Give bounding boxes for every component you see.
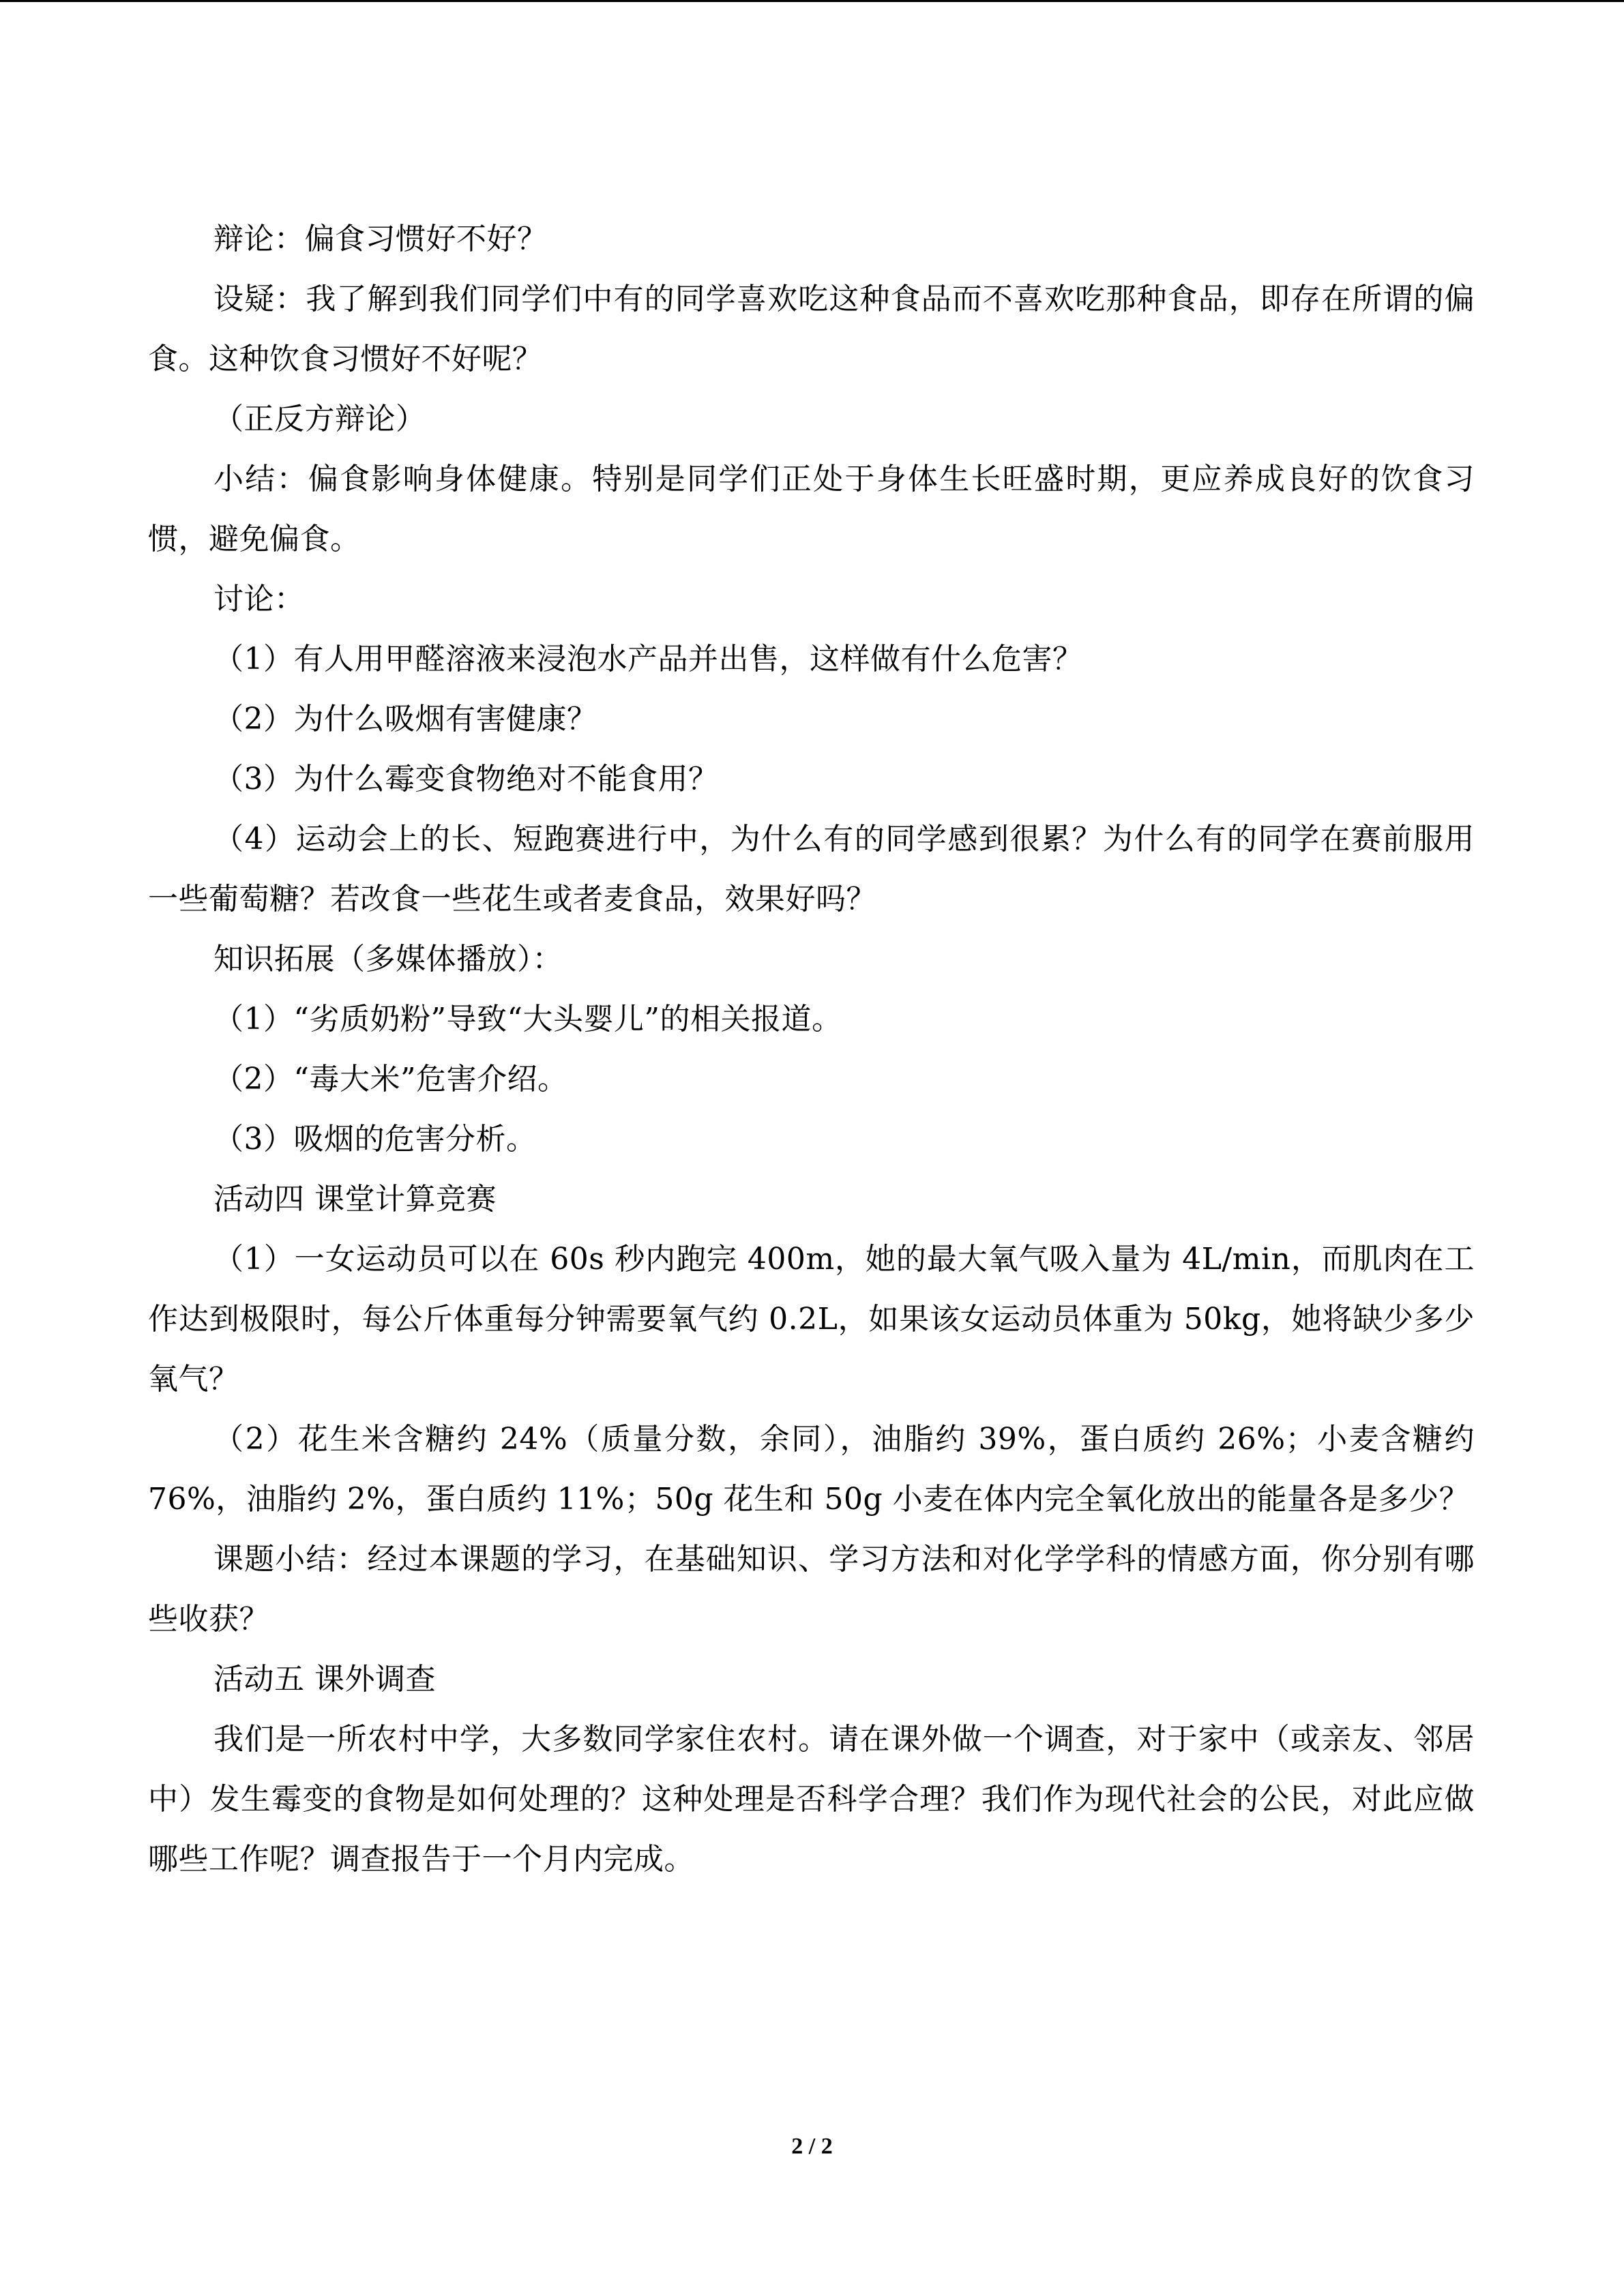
survey-paragraph: 我们是一所农村中学，大多数同学家住农村。请在课外做一个调查，对于家中（或亲友、邻居中）发生霉变的食物是如何处理的？这种处理是否科学合理？我们作为现代社会的公民，对此应做哪些工作呢？调查报告于一个月内完成。 <box>148 1722 1475 1877</box>
extension-item-3: （3）吸烟的危害分析。 <box>213 1122 537 1157</box>
discussion-item-2: （2）为什么吸烟有害健康？ <box>213 702 597 736</box>
calculation-problem-2: （2）花生米含糖约 24%（质量分数，余同），油脂约 39%，蛋白质约 26%；小麦含糖约 76%，油脂约 2%，蛋白质约 11%；50g 花生和 50g 小麦在体内完全氧化放出的能量各是多少？ <box>148 1422 1475 1517</box>
discussion-item-4: （4）运动会上的长、短跑赛进行中，为什么有的同学感到很累？为什么有的同学在赛前服用一些葡萄糖？若改食一些花生或者麦食品，效果好吗？ <box>148 822 1475 916</box>
extension-item-1: （1）“劣质奶粉”导致“大头婴儿”的相关报道。 <box>213 1002 842 1037</box>
discussion-item-3: （3）为什么霉变食物绝对不能食用？ <box>213 762 719 796</box>
extension-item-2: （2）“毒大米”危害介绍。 <box>213 1062 568 1097</box>
activity-four-heading: 活动四 课堂计算竞赛 <box>213 1182 497 1217</box>
extension-heading: 知识拓展（多媒体播放）： <box>213 942 563 976</box>
top-border-line <box>0 0 1624 2</box>
discussion-heading: 讨论： <box>213 582 305 616</box>
page-number: 2 / 2 <box>791 2134 833 2159</box>
debate-heading: 辩论：偏食习惯好不好？ <box>213 222 548 256</box>
discussion-item-1: （1）有人用甲醛溶液来浸泡水产品并出售，这样做有什么危害？ <box>213 642 1083 676</box>
activity-five-heading: 活动五 课外调查 <box>213 1662 436 1697</box>
calculation-problem-1: （1）一女运动员可以在 60s 秒内跑完 400m，她的最大氧气吸入量为 4L/min，而肌肉在工作达到极限时，每公斤体重每分钟需要氧气约 0.2L，如果该女运动员体重为 50kg，她将缺少多少氧气？ <box>148 1242 1475 1397</box>
debate-note: （正反方辩论） <box>213 402 426 436</box>
lesson-summary: 课题小结：经过本课题的学习，在基础知识、学习方法和对化学学科的情感方面，你分别有哪些收获？ <box>148 1542 1475 1637</box>
question-paragraph: 设疑：我了解到我们同学们中有的同学喜欢吃这种食品而不喜欢吃那种食品，即存在所谓的偏食。这种饮食习惯好不好呢？ <box>148 282 1475 376</box>
summary-paragraph: 小结：偏食影响身体健康。特别是同学们正处于身体生长旺盛时期，更应养成良好的饮食习惯，避免偏食。 <box>148 462 1475 556</box>
document-body <box>148 209 1475 1890</box>
